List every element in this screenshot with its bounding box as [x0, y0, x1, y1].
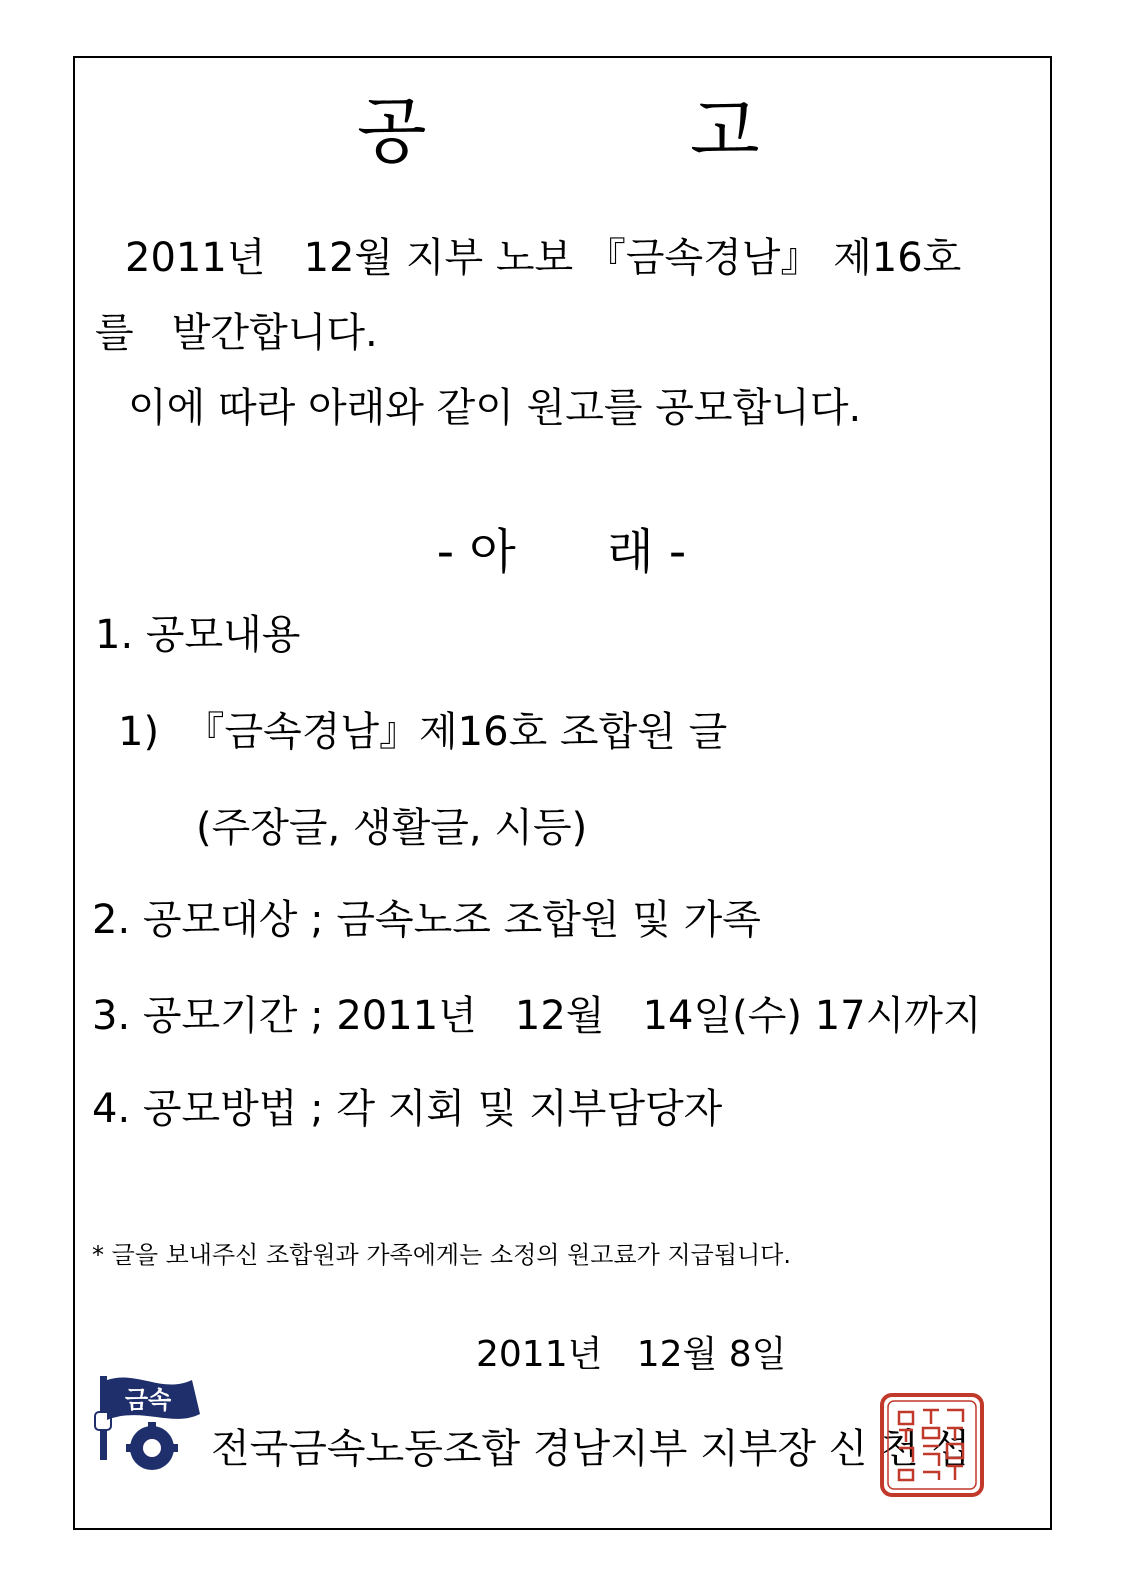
issue-date: 2011년 12월 8일 — [476, 1334, 787, 1375]
intro-line-3: 이에 따라 아래와 같이 원고를 공모합니다. — [128, 385, 862, 431]
svg-text:금속: 금속 — [124, 1386, 172, 1414]
section-heading: - 아 래 - — [436, 524, 687, 580]
item-1-heading: 1. 공모내용 — [95, 612, 301, 658]
item-2: 2. 공모대상 ; 금속노조 조합원 및 가족 — [92, 897, 761, 943]
official-seal — [879, 1392, 985, 1498]
intro-line-1: 2011년 12월 지부 노보 『금속경남』 제16호 — [125, 235, 962, 281]
item-4: 4. 공모방법 ; 각 지회 및 지부담당자 — [92, 1086, 723, 1132]
item-1-sub-2: (주장글, 생활글, 시등) — [196, 805, 588, 851]
title-right-char: 고 — [690, 89, 760, 173]
footnote: * 글을 보내주신 조합원과 가족에게는 소정의 원고료가 지급됩니다. — [92, 1241, 791, 1269]
intro-line-2: 를 발간합니다. — [95, 310, 378, 356]
title-left-char: 공 — [357, 89, 427, 173]
signature-line: 전국금속노동조합 경남지부 지부장 신 천 섭 — [211, 1426, 971, 1472]
union-logo — [92, 1370, 210, 1470]
item-1-sub-1: 1) 『금속경남』제16호 조합원 글 — [118, 709, 728, 755]
item-3: 3. 공모기간 ; 2011년 12월 14일(수) 17시까지 — [92, 993, 982, 1039]
